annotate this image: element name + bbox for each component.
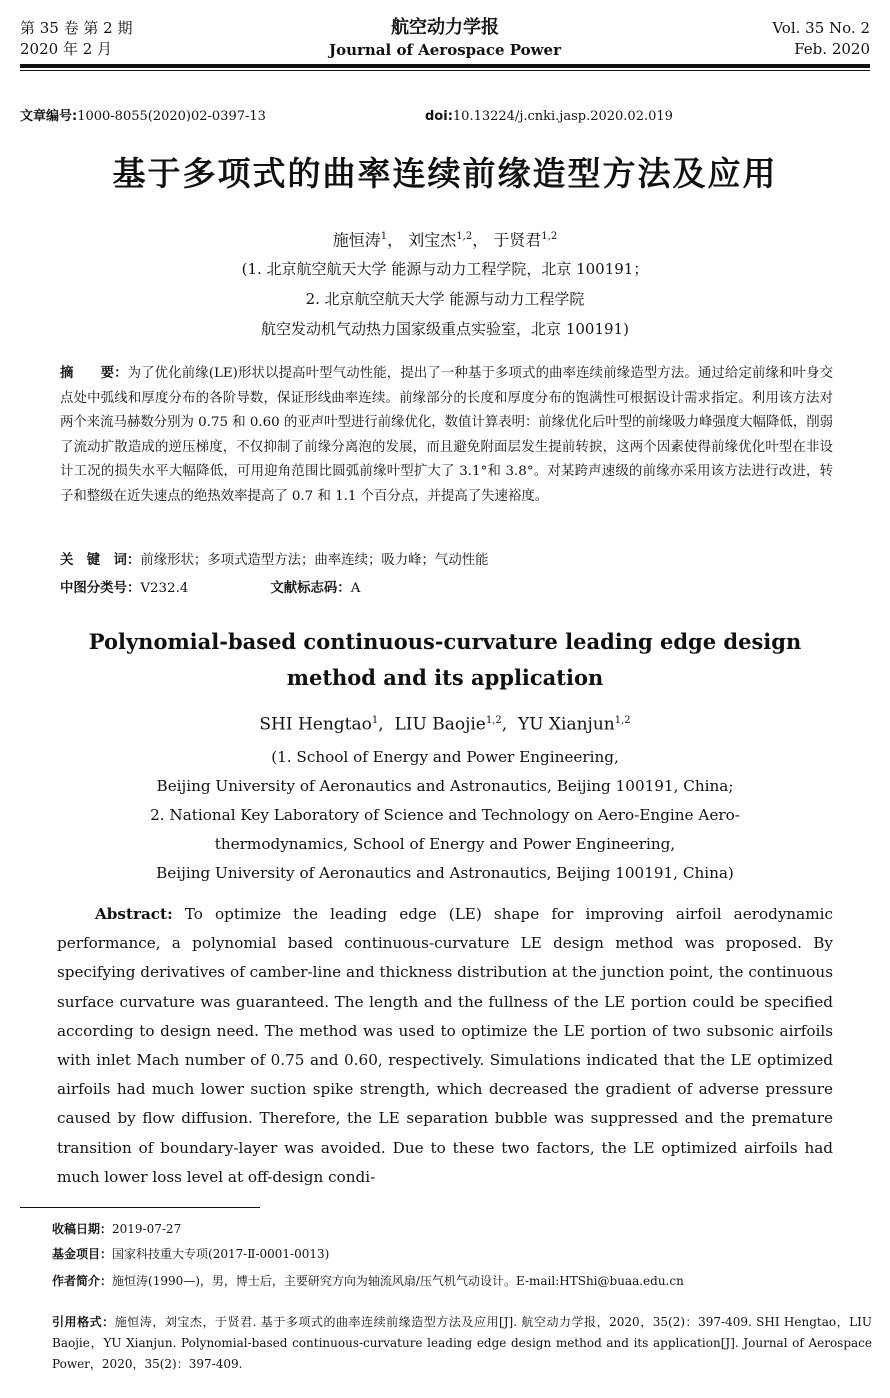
affiliations-cn: (1. 北京航空航天大学 能源与动力工程学院，北京 100191； 2. 北京航空航天大学 能源与动力工程学院 航空发动机气动热力国家级重点实验室，北京 100191): [241, 260, 649, 338]
classification: 中图分类号：V232.4 文献标志码：A: [60, 581, 361, 596]
paper-title-cn: 基于多项式的曲率连续前缘造型方法及应用: [112, 154, 778, 193]
journal-name-cn: 航空动力学报: [391, 17, 499, 38]
authors-cn: 施恒涛$^1$， 刘宝杰$^{1,2}$， 于贤君$^{1,2}$: [332, 230, 558, 250]
abstract-cn-text: 为了优化前缘(LE)形状以提高叶型气动性能，提出了一种基于多项式的曲率连续前缘造型方法。通过给定前缘和叶身交点处中弧线和厚度分布的各阶导数，保证形线曲率连续。前缘部分的长度和厚度分布的饱满性可根据设计需求指定。利用该方法对两个来流马赫数分别为 0.75 和 0.60 的亚声叶型进行前缘优化，数值计算表明：前缘优化后叶型的前缘吸力峰强度大幅降低，削弱了流动扩散造成的逆压梯度，不仅抑制了前缘分离泡的发展，而且避免附面层发生提前转捩，这两个因素使得前缘优化叶型在非设计工况的损失水平大幅降低，可用迎角范围比圆弧前缘叶型扩大了 3.1°和 3.8°。对某跨声速级的前缘亦采用该方法进行改进，转子和整级在近失速点的绝热效率提高了 0.7 和 1.1 个百分点，并提高了失速裕度。: [60, 366, 833, 504]
footnote-rule: [20, 1207, 260, 1208]
keywords-cn: 关 键 词：前缘形状；多项式造型方法；曲率连续；吸力峰；气动性能: [60, 553, 489, 568]
author-bio: 作者简介：施恒涛(1990—)，男，博士后，主要研究方向为轴流风扇/压气机气动设计。E-mail:HTShi@buaa.edu.cn: [52, 1274, 684, 1288]
header-rule-thick: [20, 64, 870, 68]
paper-title-en: Polynomial-based continuous-curvature leading edge design method and its application: [88, 629, 802, 690]
journal-name-en: Journal of Aerospace Power: [328, 41, 562, 59]
citation-format: 引用格式：施恒涛，刘宝杰，于贤君. 基于多项式的曲率连续前缘造型方法及应用[J]. 航空动力学报，2020，35(2)：397-409. SHI Hengtao，LIU Baojie，YU Xianjun. Polynomial-based continuous-curvature leading edge design method and its application[J]. Journal of Aerospace Power，2020，35(2)：397-409.: [52, 1315, 872, 1371]
date-cn: 2020 年 2 月: [20, 40, 113, 58]
header-rule-thin: [20, 70, 870, 71]
authors-en: SHI Hengtao$^1$, LIU Baojie$^{1,2}$, YU Xianjun$^{1,2}$: [259, 714, 631, 735]
doi: doi:10.13224/j.cnki.jasp.2020.02.019: [425, 109, 673, 124]
affiliations-en: (1. School of Energy and Power Engineering, Beijing University of Aeronautics and Astronautics, Beijing 100191, China; 2. National Key Laboratory of Science and Technology on Aero-Engine Aero- thermodynamics, School of Energy and Power Engineering, Beijing University of Aeronautics and Astronautics, Beijing 100191, China): [150, 748, 740, 882]
fund-project: 基金项目：国家科技重大专项(2017-Ⅱ-0001-0013): [52, 1247, 330, 1261]
abstract-en: [57, 900, 833, 1192]
abstract-en-text: To optimize the leading edge (LE) shape for improving airfoil aerodynamic performance, a polynomial based continuous-curvature LE design method was proposed. By specifying derivatives of camber-line and thickness distribution at the junction point, the continuous surface curvature was guaranteed. The length and the fullness of the LE portion could be specified according to design need. The method was used to optimize the LE portion of two subsonic airfoils with inlet Mach number of 0.75 and 0.60, respectively. Simulations indicated that the LE optimized airfoils had much lower suction spike strength, which decreased the gradient of adverse pressure caused by flow diffusion. Therefore, the LE separation bubble was suppressed and the premature transition of boundary-layer was avoided. Due to these two factors, the LE optimized airfoils had much lower loss level at off-design condi-: [57, 905, 833, 1186]
journal-name: [0, 16, 890, 60]
abstract-en-label: Abstract:: [95, 905, 173, 923]
volume-en: Vol. 35 No. 2: [772, 19, 870, 37]
issue-info-en: [772, 18, 870, 60]
date-en: Feb. 2020: [794, 40, 870, 58]
abstract-cn-label: 摘 要：: [60, 366, 128, 381]
abstract-cn: [60, 362, 833, 509]
volume-cn: 第 35 卷 第 2 期: [20, 19, 133, 37]
received-date: 收稿日期：2019-07-27: [52, 1222, 182, 1236]
article-number: 文章编号:1000-8055(2020)02-0397-13: [20, 109, 266, 124]
